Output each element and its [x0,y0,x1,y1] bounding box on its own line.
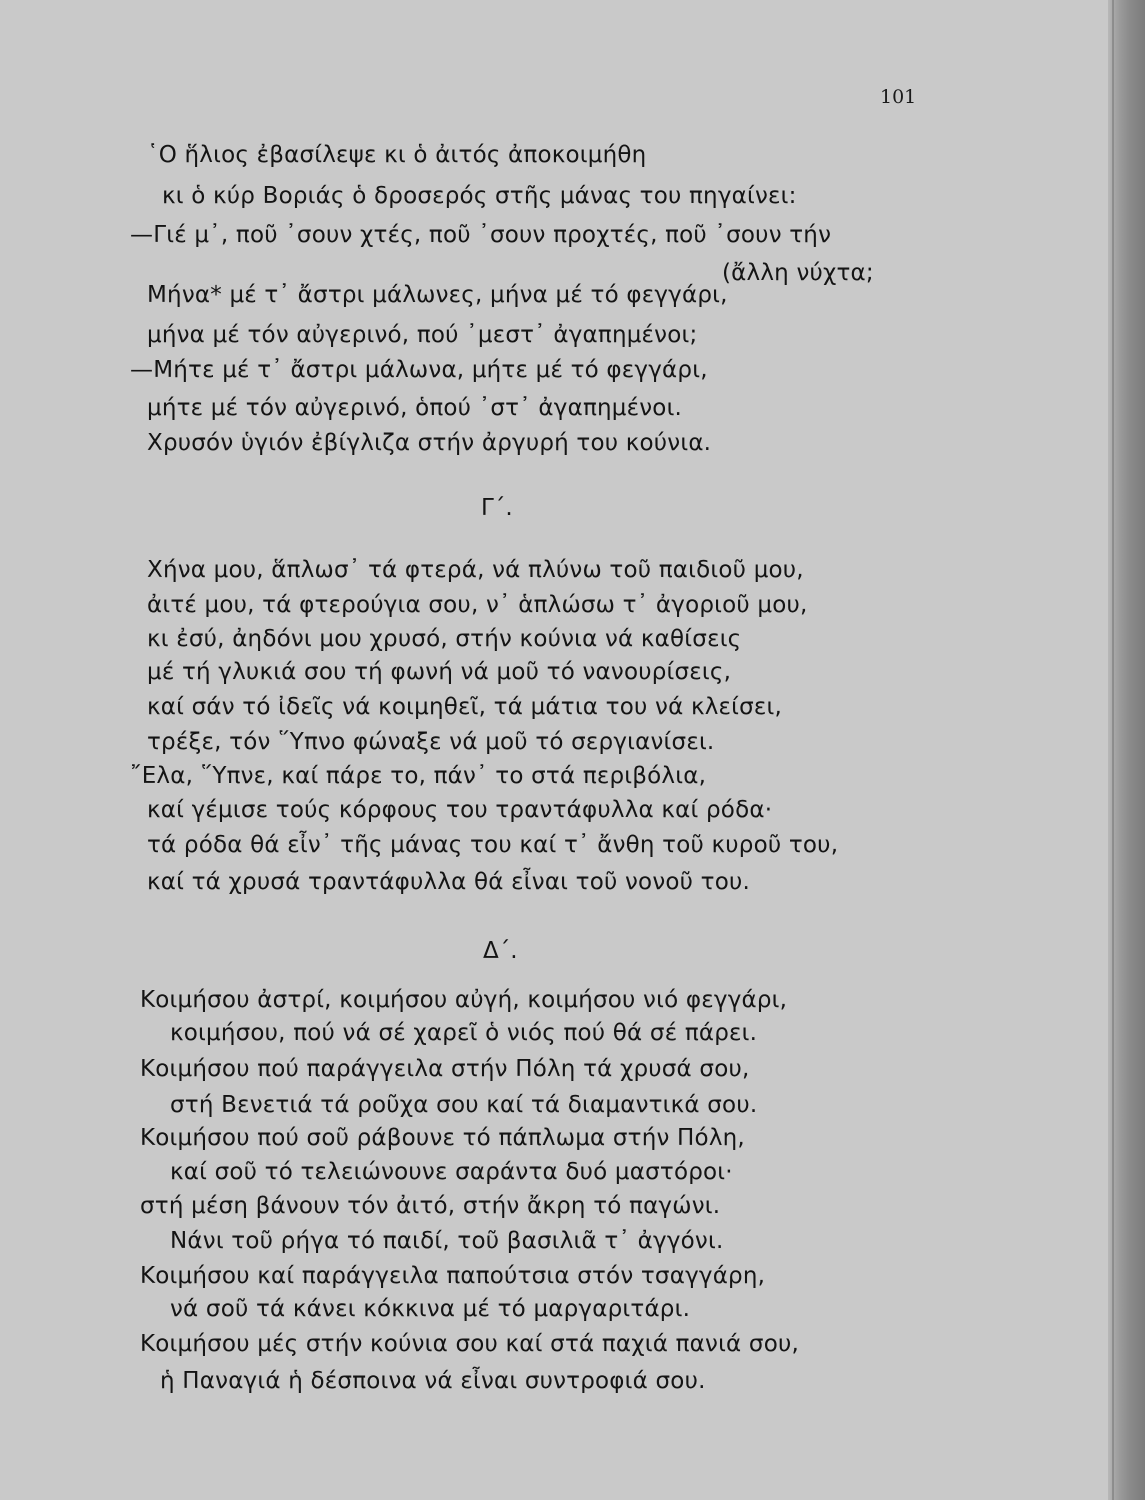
verse-line: —Γιέ μ᾽, ποῦ ᾽σουν χτές, ποῦ ᾽σουν προχτές, ποῦ ᾽σουν τήν [130,222,832,248]
section-heading-d: Δ΄. [483,938,518,964]
verse-line-continuation: (ἄλλη νύχτα; [722,260,874,286]
verse-line: στή Βενετιά τά ροῦχα σου καί τά διαμαντικά σου. [170,1092,758,1118]
verse-line: στή μέση βάνουν τόν ἀιτό, στήν ἄκρη τό παγώνι. [140,1193,721,1219]
verse-line: —Μήτε μέ τ᾽ ἄστρι μάλωνα, μήτε μέ τό φεγγάρι, [130,357,708,383]
verse-line: ἡ Παναγιά ἡ δέσποινα νά εἶναι συντροφιά σου. [160,1368,706,1394]
verse-line: Κοιμήσου μές στήν κούνια σου καί στά παχιά πανιά σου, [140,1331,799,1357]
page-edge [1108,0,1145,1500]
page-number: 101 [880,86,917,108]
verse-line: καί σάν τό ἰδεῖς νά κοιμηθεῖ, τά μάτια του νά κλείσει, [147,694,783,720]
verse-line: Μήνα* μέ τ᾽ ἄστρι μάλωνες, μήνα μέ τό φεγγάρι, [147,282,728,308]
verse-line: Κοιμήσου καί παράγγειλα παπούτσια στόν τσαγγάρη, [140,1263,766,1289]
verse-line: ῎Ελα, ῞Υπνε, καί πάρε το, πάν᾽ το στά περιβόλια, [130,763,707,789]
verse-line: μήνα μέ τόν αὐγερινό, πού ᾽μεστ᾽ ἀγαπημένοι; [147,322,698,348]
verse-line: τά ρόδα θά εἶν᾽ τῆς μάνας του καί τ᾽ ἄνθη τοῦ κυροῦ του, [147,832,839,858]
verse-line: Νάνι τοῦ ρήγα τό παιδί, τοῦ βασιλιᾶ τ᾽ ἀγγόνι. [170,1228,724,1254]
verse-line: μήτε μέ τόν αὐγερινό, ὁπού ᾽στ᾽ ἀγαπημένοι. [147,395,683,421]
verse-line: τρέξε, τόν ῞Υπνο φώναξε νά μοῦ τό σεργιανίσει. [147,729,715,755]
verse-line: Κοιμήσου πού παράγγειλα στήν Πόλη τά χρυσά σου, [140,1056,750,1082]
verse-line: καί σοῦ τό τελειώνουνε σαράντα δυό μαστόροι· [170,1159,733,1185]
verse-line: κι ὁ κύρ Βοριάς ὁ δροσερός στῆς μάνας του πηγαίνει: [162,183,797,209]
verse-line: κοιμήσου, πού νά σέ χαρεῖ ὁ νιός πού θά σέ πάρει. [170,1020,758,1046]
verse-line: Κοιμήσου πού σοῦ ράβουνε τό πάπλωμα στήν Πόλη, [140,1125,745,1151]
verse-line: καί γέμισε τούς κόρφους του τραντάφυλλα καί ρόδα· [147,797,773,823]
verse-line: ἀιτέ μου, τά φτερούγια σου, ν᾽ ἁπλώσω τ᾽ ἀγοριοῦ μου, [147,592,808,618]
verse-line: κι ἐσύ, ἀηδόνι μου χρυσό, στήν κούνια νά καθίσεις [147,626,742,652]
verse-line: Χρυσόν ὑγιόν ἐβίγλιζα στήν ἀργυρή του κούνια. [147,430,712,456]
verse-line: καί τά χρυσά τραντάφυλλα θά εἶναι τοῦ νονοῦ του. [147,869,751,895]
verse-line: Κοιμήσου ἀστρί, κοιμήσου αὐγή, κοιμήσου νιό φεγγάρι, [140,987,788,1013]
verse-line: ῾Ο ἥλιος ἐβασίλεψε κι ὁ ἀιτός ἀποκοιμήθη [147,142,647,168]
verse-line: Χήνα μου, ἅπλωσ᾽ τά φτερά, νά πλύνω τοῦ παιδιοῦ μου, [147,557,804,583]
verse-line: νά σοῦ τά κάνει κόκκινα μέ τό μαργαριτάρι. [170,1296,691,1322]
verse-line: μέ τή γλυκιά σου τή φωνή νά μοῦ τό νανουρίσεις, [147,659,732,685]
section-heading-c: Γ΄. [481,495,513,521]
